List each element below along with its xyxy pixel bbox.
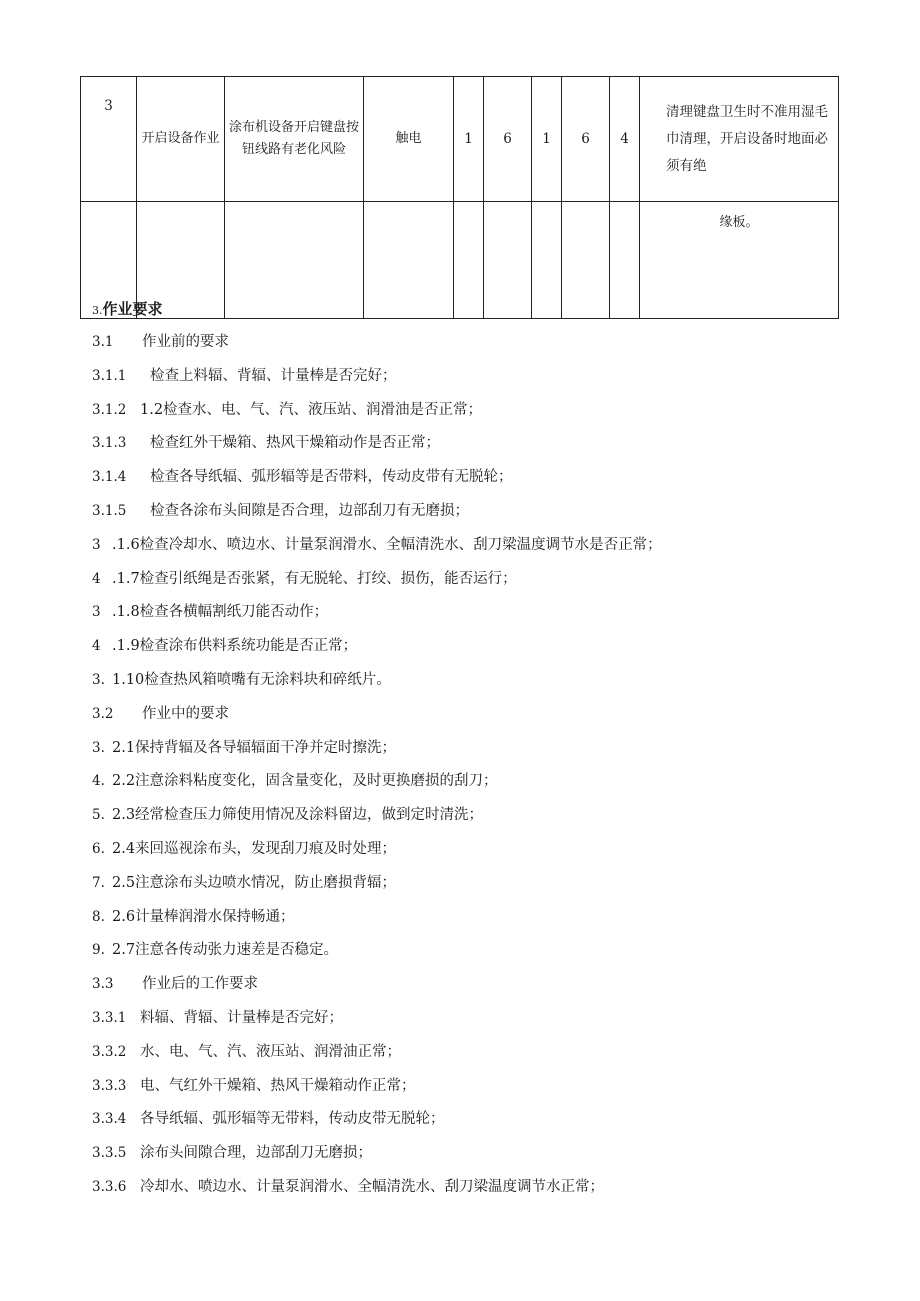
list-item: 3.3.5 涂布头间隙合理，边部刮刀无磨损； xyxy=(92,1145,372,1162)
list-item: 3.2 作业中的要求 xyxy=(92,705,229,722)
list-item: 5. 2.3经常检查压力筛使用情况及涂料留边，做到定时清洗； xyxy=(92,807,484,824)
list-item: 8. 2.6计量棒润滑水保持畅通； xyxy=(92,908,295,925)
list-item: 3.3.3 电、气红外干燥箱、热风干燥箱动作正常； xyxy=(92,1077,416,1094)
cell-measure-continued: 缘板。 xyxy=(640,202,839,319)
cell-d: 6 xyxy=(562,77,610,202)
list-item: 3.3 作业后的工作要求 xyxy=(92,976,258,993)
list-item: 6. 2.4来回巡视涂布头，发现刮刀痕及时处理； xyxy=(92,840,397,857)
list-item: 3.1.5 检查各涂布头间隙是否合理，边部刮刀有无磨损； xyxy=(92,502,469,519)
work-requirements xyxy=(92,292,852,1205)
list-item: 9. 2.7注意各传动张力速差是否稳定。 xyxy=(92,942,339,959)
list-item: 7. 2.5注意涂布头边喷水情况，防止磨损背辐； xyxy=(92,874,397,891)
section-heading-number: 3. xyxy=(92,304,103,317)
list-item: 3.1.2 1.2检查水、电、气、汽、液压站、润滑油是否正常； xyxy=(92,401,483,418)
cell-consequence: 触电 xyxy=(364,77,454,202)
cell-hazard: 涂布机设备开启键盘按钮线路有老化风险 xyxy=(225,77,364,202)
list-item: 3. 1.10检查热风箱喷嘴有无涂料块和碎纸片。 xyxy=(92,671,391,688)
section-heading-text: 作业要求 xyxy=(102,300,163,318)
cell-activity: 开启设备作业 xyxy=(137,77,225,202)
list-item: 4 .1.7检查引纸绳是否张紧，有无脱轮、打绞、损伤，能否运行； xyxy=(92,570,517,587)
table-row xyxy=(81,77,839,202)
list-item: 3.3.4 各导纸辐、弧形辐等无带料，传动皮带无脱轮； xyxy=(92,1111,445,1128)
list-item: 3.1.4 检查各导纸辐、弧形辐等是否带料，传动皮带有无脱轮； xyxy=(92,469,513,486)
list-item: 3.3.2 水、电、气、汽、液压站、润滑油正常； xyxy=(92,1043,401,1060)
list-item: 3.1.1 检查上料辐、背辐、计量棒是否完好； xyxy=(92,367,397,384)
cell-e: 6 xyxy=(484,77,532,202)
section-heading xyxy=(92,292,852,326)
list-item: 4. 2.2注意涂料粘度变化，固含量变化，及时更换磨损的刮刀； xyxy=(92,773,498,790)
list-item: 3 .1.8检查各横幅割纸刀能否动作； xyxy=(92,604,329,621)
cell-level: 4 xyxy=(610,77,640,202)
risk-assessment-table xyxy=(80,76,839,319)
list-item: 3.1.3 检查红外干燥箱、热风干燥箱动作是否正常； xyxy=(92,435,440,452)
cell-c: 1 xyxy=(532,77,562,202)
list-item: 3.3.6 冷却水、喷边水、计量泵润滑水、全幅清洗水、刮刀梁温度调节水正常； xyxy=(92,1178,604,1195)
list-item: 3. 2.1保持背辐及各导辐辐面干净并定时擦洗； xyxy=(92,739,397,756)
cell-no: 3 xyxy=(81,77,137,202)
list-item: 3.3.1 料辐、背辐、计量棒是否完好； xyxy=(92,1009,343,1026)
cell-l: 1 xyxy=(454,77,484,202)
cell-measure: 清理键盘卫生时不准用湿毛巾清理，开启设备时地面必须有绝 xyxy=(640,77,839,202)
list-item: 3.1 作业前的要求 xyxy=(92,334,229,350)
list-item: 3 .1.6检查冷却水、喷边水、计量泵润滑水、全幅清洗水、刮刀梁温度调节水是否正常； xyxy=(92,536,662,553)
list-item: 4 .1.9检查涂布供料系统功能是否正常； xyxy=(92,638,358,655)
